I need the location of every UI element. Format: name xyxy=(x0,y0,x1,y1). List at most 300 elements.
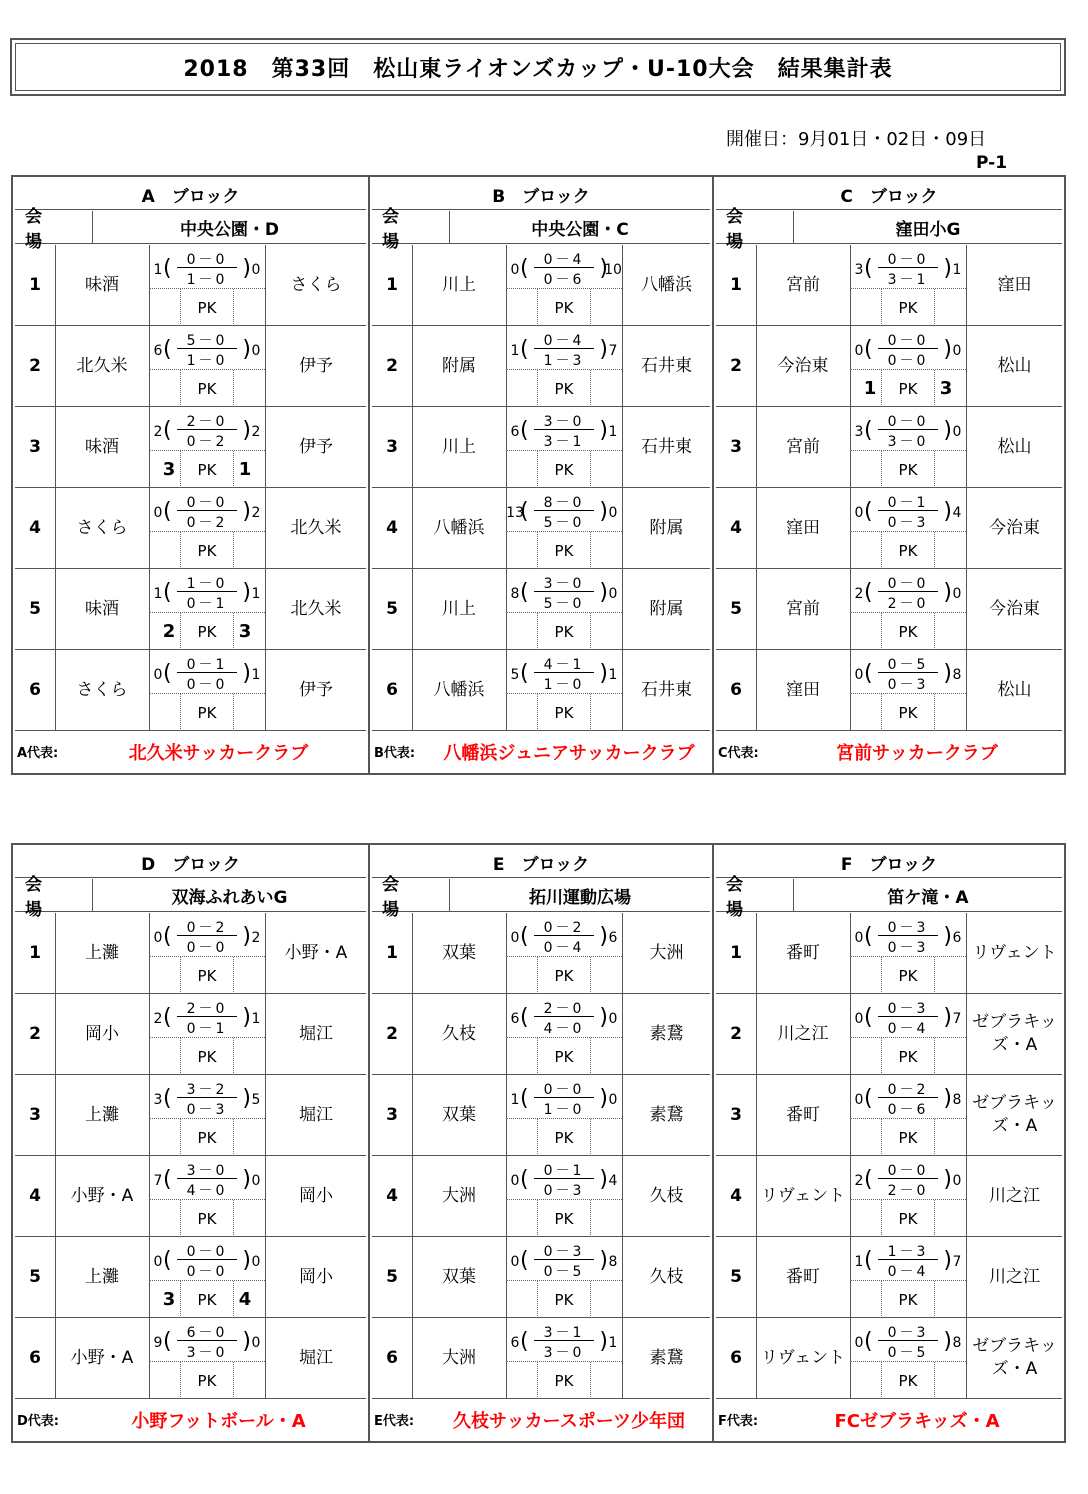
home-score: 1 xyxy=(510,343,520,359)
score-divider xyxy=(878,1097,938,1098)
away-team: 北久米 xyxy=(265,569,366,649)
paren-open: ( xyxy=(520,580,529,605)
away-team: 素鵞 xyxy=(622,1075,710,1155)
home-score: 0 xyxy=(854,1092,864,1108)
away-score: 0 xyxy=(952,1173,962,1189)
away-score: 2 xyxy=(251,505,261,521)
block-representative xyxy=(372,729,710,773)
second-half-score: 0－1 xyxy=(186,1021,228,1037)
second-half-score: 0－0 xyxy=(186,677,228,693)
first-half-score: 0－0 xyxy=(186,1244,228,1260)
score-cell xyxy=(149,1075,265,1155)
away-score: 0 xyxy=(608,1011,618,1027)
away-team: 石井東 xyxy=(622,326,710,406)
match-row xyxy=(15,1156,366,1237)
first-half-score: 0－0 xyxy=(186,495,228,511)
venue-label: 会 場 xyxy=(372,879,450,911)
paren-close: ) xyxy=(599,499,608,524)
score-divider xyxy=(177,672,237,673)
pk-zone xyxy=(850,612,966,650)
match-row xyxy=(372,407,710,488)
first-half-score: 3－0 xyxy=(543,576,585,592)
event-dates: 開催日：9月01日・02日・09日 xyxy=(726,129,987,150)
venue-name: 窪田小G xyxy=(895,219,961,240)
home-score: 0 xyxy=(510,930,520,946)
score-cell xyxy=(149,326,265,406)
away-score: 0 xyxy=(608,505,618,521)
block-title: E ブロック xyxy=(372,847,710,878)
paren-close: ) xyxy=(943,924,952,949)
match-number: 2 xyxy=(716,994,757,1074)
paren-open: ( xyxy=(520,924,529,949)
match-row xyxy=(716,913,1062,994)
home-score: 1 xyxy=(854,1254,864,1270)
match-number: 4 xyxy=(15,488,56,568)
away-score: 0 xyxy=(608,586,618,602)
score-divider xyxy=(878,1340,938,1341)
paren-close: ) xyxy=(599,337,608,362)
second-half-score: 0－3 xyxy=(887,677,929,693)
home-score: 8 xyxy=(510,586,520,602)
pk-label: PK xyxy=(537,957,591,994)
pk-zone xyxy=(149,1037,265,1075)
match-number: 5 xyxy=(15,569,56,649)
block-inner xyxy=(15,847,366,1439)
second-half-score: 0－4 xyxy=(543,940,585,956)
venue-name: 笛ケ滝・A xyxy=(887,887,969,908)
first-half-score: 1－3 xyxy=(887,1244,929,1260)
representative-label: B代表: xyxy=(374,746,416,761)
away-score: 8 xyxy=(608,1254,618,1270)
away-score: 1 xyxy=(952,262,962,278)
pk-label: PK xyxy=(180,370,234,407)
second-half-score: 0－6 xyxy=(887,1102,929,1118)
home-score: 6 xyxy=(510,424,520,440)
match-row xyxy=(15,650,366,731)
score-divider xyxy=(534,1178,594,1179)
away-score: 8 xyxy=(952,1092,962,1108)
paren-open: ( xyxy=(520,1248,529,1273)
first-half-score: 2－0 xyxy=(186,414,228,430)
pk-label: PK xyxy=(881,451,935,488)
score-cell xyxy=(149,913,265,993)
paren-open: ( xyxy=(520,499,529,524)
representative-label: C代表: xyxy=(718,746,759,761)
paren-close: ) xyxy=(943,1248,952,1273)
pk-zone xyxy=(506,956,622,994)
second-half-score: 0－0 xyxy=(186,1264,228,1280)
pk-label: PK xyxy=(881,370,935,407)
second-half-score: 0－3 xyxy=(543,1183,585,1199)
second-half-score: 0－1 xyxy=(186,596,228,612)
score-divider xyxy=(534,348,594,349)
home-team: 窪田 xyxy=(756,650,851,730)
match-row xyxy=(372,913,710,994)
score-cell xyxy=(850,488,966,568)
pk-zone xyxy=(850,956,966,994)
representative-label: D代表: xyxy=(17,1414,59,1429)
match-number: 5 xyxy=(372,1237,413,1317)
paren-open: ( xyxy=(520,256,529,281)
home-team: 今治東 xyxy=(756,326,851,406)
pk-zone xyxy=(149,693,265,731)
score-cell xyxy=(506,407,622,487)
home-score: 0 xyxy=(854,505,864,521)
first-half-score: 0－0 xyxy=(887,576,929,592)
match-row xyxy=(15,1318,366,1399)
away-score: 5 xyxy=(251,1092,261,1108)
score-cell xyxy=(850,1237,966,1317)
pk-label: PK xyxy=(180,1281,234,1318)
away-team: 岡小 xyxy=(265,1156,366,1236)
away-score: 8 xyxy=(952,1335,962,1351)
block-title: D ブロック xyxy=(15,847,366,878)
paren-close: ) xyxy=(242,1329,251,1354)
second-half-score: 5－0 xyxy=(543,596,585,612)
away-team: リヴェント xyxy=(966,913,1062,993)
paren-open: ( xyxy=(864,1005,873,1030)
block-representative xyxy=(716,729,1062,773)
first-half-score: 0－0 xyxy=(543,1082,585,1098)
page-title: 2018 第33回 松山東ライオンズカップ・U-10大会 結果集計表 xyxy=(15,43,1061,91)
second-half-score: 1－0 xyxy=(186,272,228,288)
score-cell xyxy=(149,1156,265,1236)
pk-zone xyxy=(506,612,622,650)
away-team: ゼブラキッズ・A xyxy=(966,1318,1062,1398)
pk-zone xyxy=(506,1118,622,1156)
paren-open: ( xyxy=(520,337,529,362)
score-cell xyxy=(506,488,622,568)
block-representative xyxy=(15,729,366,773)
pk-zone xyxy=(149,1280,265,1318)
home-team: 八幡浜 xyxy=(412,650,507,730)
away-team: 久枝 xyxy=(622,1237,710,1317)
home-team: 番町 xyxy=(756,1237,851,1317)
home-score: 3 xyxy=(854,262,864,278)
second-half-score: 0－3 xyxy=(887,940,929,956)
match-row xyxy=(716,407,1062,488)
match-number: 1 xyxy=(716,245,757,325)
away-team: 川之江 xyxy=(966,1237,1062,1317)
score-cell xyxy=(149,245,265,325)
score-divider xyxy=(177,591,237,592)
away-team: 伊予 xyxy=(265,650,366,730)
second-half-score: 1－0 xyxy=(543,1102,585,1118)
home-team: 川上 xyxy=(412,569,507,649)
score-cell xyxy=(506,245,622,325)
match-number: 1 xyxy=(372,913,413,993)
score-cell xyxy=(850,326,966,406)
score-divider xyxy=(177,510,237,511)
venue-row xyxy=(716,875,1062,920)
away-score: 0 xyxy=(952,586,962,602)
pk-zone xyxy=(506,288,622,326)
paren-close: ) xyxy=(599,418,608,443)
match-row xyxy=(15,569,366,650)
away-score: 7 xyxy=(608,343,618,359)
paren-open: ( xyxy=(864,661,873,686)
second-half-score: 0－5 xyxy=(543,1264,585,1280)
pk-zone xyxy=(850,450,966,488)
venue-row xyxy=(716,207,1062,252)
away-score: 0 xyxy=(251,343,261,359)
second-half-score: 1－3 xyxy=(543,353,585,369)
score-divider xyxy=(177,348,237,349)
score-cell xyxy=(850,913,966,993)
home-score: 13 xyxy=(506,505,524,521)
away-team: 堀江 xyxy=(265,994,366,1074)
score-cell xyxy=(850,1318,966,1398)
pk-zone xyxy=(506,1037,622,1075)
pk-zone xyxy=(149,1118,265,1156)
home-team: 味酒 xyxy=(55,407,150,487)
paren-close: ) xyxy=(242,499,251,524)
pk-zone xyxy=(149,612,265,650)
score-divider xyxy=(878,1259,938,1260)
home-score: 2 xyxy=(854,586,864,602)
pk-away: 1 xyxy=(238,459,252,480)
pk-zone xyxy=(149,369,265,407)
second-half-score: 1－0 xyxy=(186,353,228,369)
second-half-score: 4－0 xyxy=(543,1021,585,1037)
score-cell xyxy=(149,407,265,487)
block-table xyxy=(712,845,1064,1441)
block-group-top xyxy=(11,175,1066,775)
home-team: 宮前 xyxy=(756,407,851,487)
second-half-score: 0－4 xyxy=(887,1021,929,1037)
pk-label: PK xyxy=(180,451,234,488)
paren-close: ) xyxy=(242,337,251,362)
score-divider xyxy=(177,1016,237,1017)
venue-row xyxy=(15,207,366,252)
second-half-score: 0－0 xyxy=(186,940,228,956)
score-cell xyxy=(850,407,966,487)
home-team: 味酒 xyxy=(55,245,150,325)
pk-label: PK xyxy=(180,694,234,731)
home-score: 0 xyxy=(153,930,163,946)
block-table xyxy=(368,177,712,773)
away-team: 八幡浜 xyxy=(622,245,710,325)
away-score: 2 xyxy=(251,424,261,440)
pk-home: 3 xyxy=(162,459,176,480)
paren-close: ) xyxy=(242,1086,251,1111)
home-score: 0 xyxy=(854,1335,864,1351)
first-half-score: 0－0 xyxy=(887,333,929,349)
score-cell xyxy=(506,913,622,993)
home-score: 0 xyxy=(854,1011,864,1027)
match-number: 6 xyxy=(372,1318,413,1398)
block-title: C ブロック xyxy=(716,179,1062,210)
away-team: 窪田 xyxy=(966,245,1062,325)
match-number: 4 xyxy=(15,1156,56,1236)
paren-close: ) xyxy=(242,1248,251,1273)
away-score: 8 xyxy=(952,667,962,683)
match-number: 5 xyxy=(372,569,413,649)
second-half-score: 1－0 xyxy=(543,677,585,693)
home-team: 大洲 xyxy=(412,1318,507,1398)
first-half-score: 0－3 xyxy=(543,1244,585,1260)
paren-open: ( xyxy=(864,1329,873,1354)
home-score: 1 xyxy=(153,262,163,278)
home-team: さくら xyxy=(55,488,150,568)
paren-open: ( xyxy=(864,580,873,605)
match-number: 4 xyxy=(716,1156,757,1236)
score-divider xyxy=(878,672,938,673)
score-cell xyxy=(506,1237,622,1317)
block-representative xyxy=(716,1397,1062,1441)
paren-close: ) xyxy=(599,1167,608,1192)
away-team: 素鵞 xyxy=(622,1318,710,1398)
score-divider xyxy=(534,1340,594,1341)
home-team: 窪田 xyxy=(756,488,851,568)
match-row xyxy=(716,994,1062,1075)
away-score: 1 xyxy=(251,667,261,683)
away-score: 6 xyxy=(952,930,962,946)
venue-label: 会 場 xyxy=(716,211,794,243)
pk-zone xyxy=(850,693,966,731)
score-cell xyxy=(149,994,265,1074)
match-row xyxy=(15,1075,366,1156)
away-score: 0 xyxy=(952,424,962,440)
match-row xyxy=(372,1237,710,1318)
home-team: 川之江 xyxy=(756,994,851,1074)
match-number: 3 xyxy=(716,407,757,487)
first-half-score: 0－0 xyxy=(186,252,228,268)
match-number: 6 xyxy=(716,650,757,730)
match-row xyxy=(716,569,1062,650)
away-team: 石井東 xyxy=(622,407,710,487)
home-team: 双葉 xyxy=(412,1075,507,1155)
score-divider xyxy=(878,1016,938,1017)
home-score: 0 xyxy=(854,343,864,359)
home-team: 小野・A xyxy=(55,1318,150,1398)
title-box xyxy=(10,38,1066,96)
paren-close: ) xyxy=(943,661,952,686)
match-number: 3 xyxy=(372,1075,413,1155)
representative-label: E代表: xyxy=(374,1414,415,1429)
representative-team: 小野フットボール・A xyxy=(131,1411,306,1432)
pk-label: PK xyxy=(881,289,935,326)
second-half-score: 2－0 xyxy=(887,1183,929,1199)
pk-zone xyxy=(850,1118,966,1156)
score-divider xyxy=(878,1178,938,1179)
pk-label: PK xyxy=(881,1281,935,1318)
paren-open: ( xyxy=(520,1329,529,1354)
home-team: 双葉 xyxy=(412,913,507,993)
paren-close: ) xyxy=(242,580,251,605)
away-team: 素鵞 xyxy=(622,994,710,1074)
second-half-score: 3－0 xyxy=(186,1345,228,1361)
score-cell xyxy=(506,650,622,730)
match-row xyxy=(15,488,366,569)
pk-label: PK xyxy=(881,1362,935,1399)
first-half-score: 2－0 xyxy=(186,1001,228,1017)
paren-open: ( xyxy=(864,1086,873,1111)
away-score: 0 xyxy=(952,343,962,359)
second-half-score: 0－5 xyxy=(887,1345,929,1361)
representative-team: 八幡浜ジュニアサッカークラブ xyxy=(443,743,695,764)
score-divider xyxy=(177,1178,237,1179)
home-team: 宮前 xyxy=(756,245,851,325)
paren-close: ) xyxy=(943,1086,952,1111)
pk-label: PK xyxy=(537,1119,591,1156)
home-team: 小野・A xyxy=(55,1156,150,1236)
match-number: 3 xyxy=(15,407,56,487)
home-team: 岡小 xyxy=(55,994,150,1074)
paren-open: ( xyxy=(163,924,172,949)
venue-name: 拓川運動広場 xyxy=(529,887,631,908)
home-score: 1 xyxy=(510,1092,520,1108)
block-inner xyxy=(716,179,1062,771)
paren-open: ( xyxy=(864,499,873,524)
away-score: 7 xyxy=(952,1254,962,1270)
home-score: 6 xyxy=(510,1335,520,1351)
away-team: 伊予 xyxy=(265,407,366,487)
pk-label: PK xyxy=(881,957,935,994)
match-row xyxy=(372,650,710,731)
block-group-bottom xyxy=(11,843,1066,1443)
away-score: 2 xyxy=(251,930,261,946)
first-half-score: 0－3 xyxy=(887,1325,929,1341)
home-score: 6 xyxy=(510,1011,520,1027)
pk-label: PK xyxy=(881,613,935,650)
score-cell xyxy=(850,650,966,730)
paren-open: ( xyxy=(864,418,873,443)
page-number: P-1 xyxy=(976,153,1008,173)
score-cell xyxy=(850,1156,966,1236)
paren-close: ) xyxy=(242,256,251,281)
first-half-score: 0－5 xyxy=(887,657,929,673)
block-inner xyxy=(372,179,710,771)
second-half-score: 0－4 xyxy=(887,1264,929,1280)
pk-label: PK xyxy=(180,1119,234,1156)
first-half-score: 0－1 xyxy=(186,657,228,673)
pk-label: PK xyxy=(180,1038,234,1075)
away-score: 1 xyxy=(608,1335,618,1351)
paren-close: ) xyxy=(599,256,608,281)
block-representative xyxy=(15,1397,366,1441)
pk-zone xyxy=(506,369,622,407)
away-score: 6 xyxy=(608,930,618,946)
score-cell xyxy=(149,569,265,649)
pk-label: PK xyxy=(537,694,591,731)
home-score: 7 xyxy=(153,1173,163,1189)
score-cell xyxy=(506,994,622,1074)
first-half-score: 0－1 xyxy=(887,495,929,511)
paren-close: ) xyxy=(599,1329,608,1354)
paren-open: ( xyxy=(163,418,172,443)
venue-name: 双海ふれあいG xyxy=(171,887,288,908)
match-row xyxy=(372,488,710,569)
pk-zone xyxy=(506,531,622,569)
match-row xyxy=(15,994,366,1075)
second-half-score: 0－2 xyxy=(186,515,228,531)
score-divider xyxy=(878,591,938,592)
first-half-score: 0－2 xyxy=(887,1082,929,1098)
score-divider xyxy=(534,591,594,592)
home-team: 味酒 xyxy=(55,569,150,649)
paren-open: ( xyxy=(163,661,172,686)
first-half-score: 0－3 xyxy=(887,1001,929,1017)
away-team: 小野・A xyxy=(265,913,366,993)
away-team: 今治東 xyxy=(966,488,1062,568)
block-representative xyxy=(372,1397,710,1441)
paren-open: ( xyxy=(163,580,172,605)
match-row xyxy=(372,326,710,407)
pk-zone xyxy=(149,1199,265,1237)
block-title: B ブロック xyxy=(372,179,710,210)
score-divider xyxy=(534,510,594,511)
